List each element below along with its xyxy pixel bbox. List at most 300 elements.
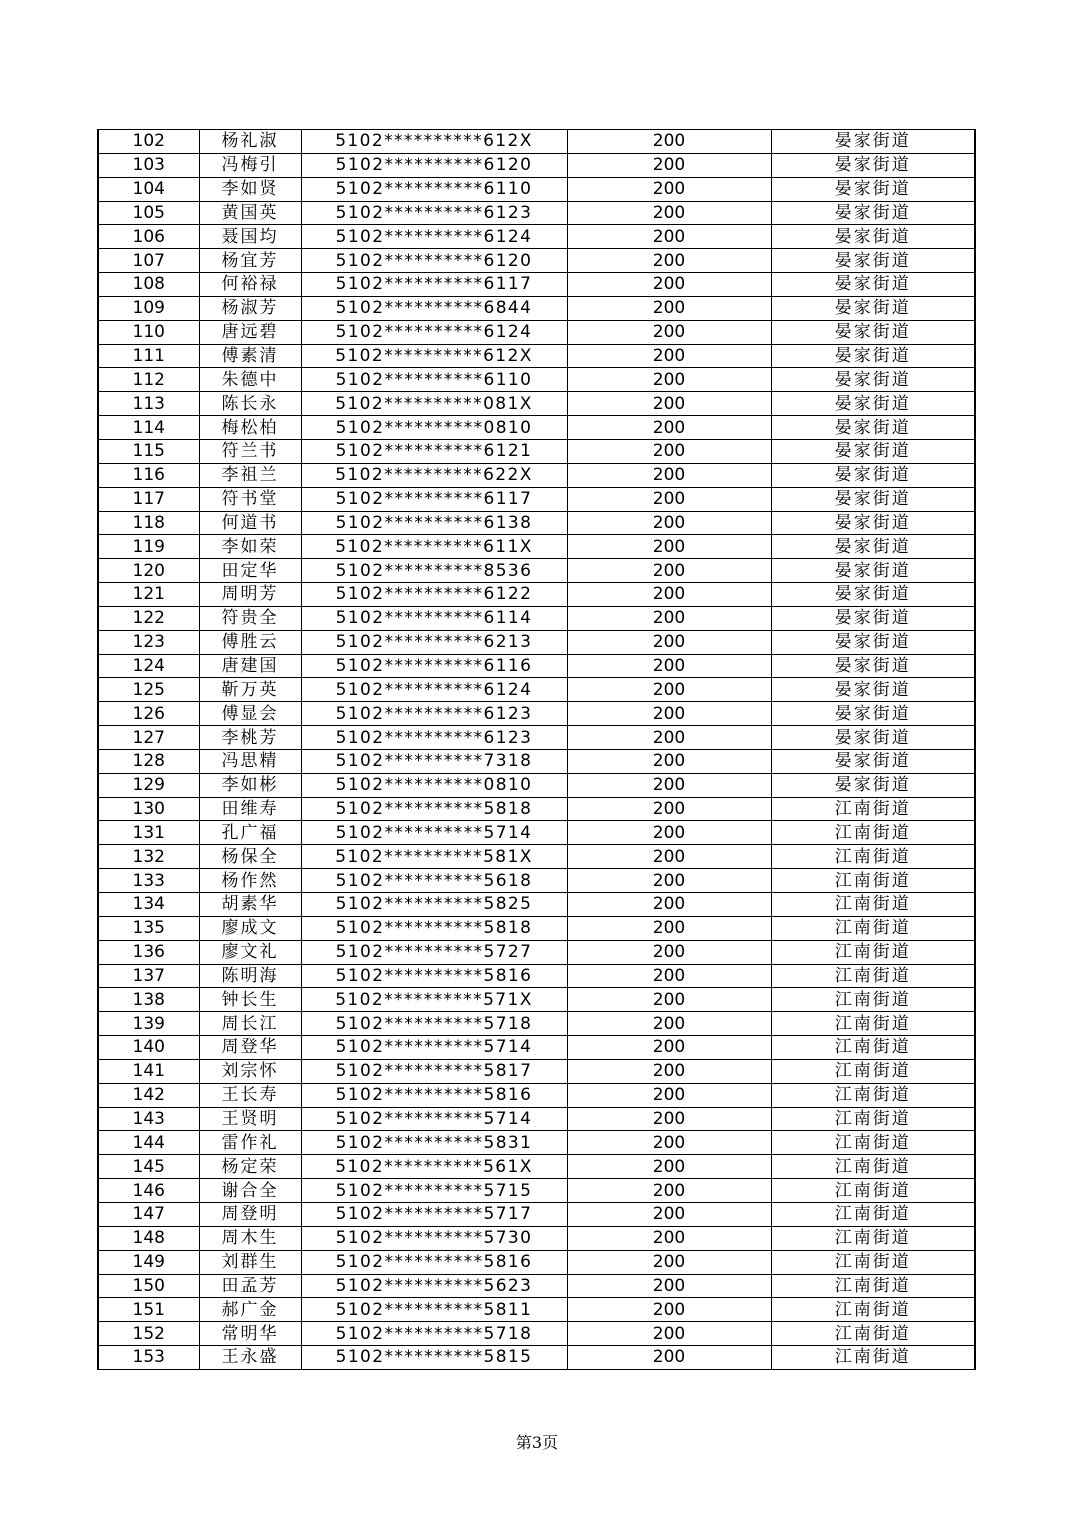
table-body [98,130,975,1370]
table-row [98,249,975,273]
cell-street: 江南街道 [771,1107,975,1131]
cell-name: 杨保全 [199,845,301,869]
table-row [98,1036,975,1060]
cell-amount: 200 [567,1298,771,1322]
cell-number: 129 [98,773,199,797]
cell-amount: 200 [567,320,771,344]
cell-id-number: 5102**********6110 [301,368,567,392]
cell-name: 周木生 [199,1226,301,1250]
cell-id-number: 5102**********6114 [301,606,567,630]
table-row [98,678,975,702]
cell-name: 李如彬 [199,773,301,797]
cell-street: 晏家街道 [771,201,975,225]
cell-name: 常明华 [199,1322,301,1346]
cell-number: 139 [98,1012,199,1036]
cell-number: 151 [98,1298,199,1322]
cell-number: 122 [98,606,199,630]
cell-name: 聂国均 [199,225,301,249]
cell-name: 何裕禄 [199,273,301,297]
cell-id-number: 5102**********0810 [301,773,567,797]
cell-name: 周登华 [199,1036,301,1060]
table-row [98,702,975,726]
cell-name: 郝广金 [199,1298,301,1322]
table-row [98,1346,975,1370]
cell-name: 钟长生 [199,988,301,1012]
cell-number: 109 [98,296,199,320]
cell-street: 江南街道 [771,821,975,845]
cell-id-number: 5102**********622X [301,463,567,487]
cell-name: 王长寿 [199,1083,301,1107]
cell-name: 王贤明 [199,1107,301,1131]
cell-number: 135 [98,916,199,940]
cell-id-number: 5102**********6110 [301,177,567,201]
cell-name: 陈长永 [199,392,301,416]
cell-number: 106 [98,225,199,249]
cell-amount: 200 [567,821,771,845]
cell-street: 江南街道 [771,1036,975,1060]
cell-amount: 200 [567,583,771,607]
cell-name: 符贵全 [199,606,301,630]
cell-id-number: 5102**********5817 [301,1059,567,1083]
cell-street: 江南街道 [771,1179,975,1203]
table-row [98,821,975,845]
cell-name: 傅显会 [199,702,301,726]
table-row [98,439,975,463]
table-row [98,1083,975,1107]
cell-amount: 200 [567,130,771,154]
cell-amount: 200 [567,249,771,273]
cell-amount: 200 [567,869,771,893]
cell-street: 晏家街道 [771,511,975,535]
cell-amount: 200 [567,1322,771,1346]
cell-id-number: 5102**********612X [301,130,567,154]
cell-number: 114 [98,416,199,440]
cell-number: 116 [98,463,199,487]
cell-id-number: 5102**********5714 [301,1036,567,1060]
cell-name: 符书堂 [199,487,301,511]
table-row [98,511,975,535]
table-row [98,487,975,511]
cell-id-number: 5102**********571X [301,988,567,1012]
table-row [98,606,975,630]
cell-id-number: 5102**********5816 [301,1250,567,1274]
cell-id-number: 5102**********5818 [301,916,567,940]
cell-id-number: 5102**********6844 [301,296,567,320]
cell-name: 靳万英 [199,678,301,702]
cell-name: 杨淑芳 [199,296,301,320]
cell-amount: 200 [567,940,771,964]
table-row [98,1179,975,1203]
cell-amount: 200 [567,368,771,392]
cell-amount: 200 [567,1250,771,1274]
cell-amount: 200 [567,773,771,797]
table-row [98,654,975,678]
cell-number: 142 [98,1083,199,1107]
cell-id-number: 5102**********6121 [301,439,567,463]
table-row [98,1226,975,1250]
cell-name: 符兰书 [199,439,301,463]
table-row [98,1202,975,1226]
cell-street: 江南街道 [771,1155,975,1179]
cell-number: 130 [98,797,199,821]
cell-number: 113 [98,392,199,416]
cell-name: 梅松柏 [199,416,301,440]
cell-amount: 200 [567,153,771,177]
table-row [98,749,975,773]
cell-id-number: 5102**********6117 [301,273,567,297]
cell-number: 118 [98,511,199,535]
table-row [98,1322,975,1346]
cell-amount: 200 [567,988,771,1012]
cell-id-number: 5102**********612X [301,344,567,368]
cell-name: 傅胜云 [199,630,301,654]
cell-number: 146 [98,1179,199,1203]
cell-street: 晏家街道 [771,320,975,344]
cell-number: 110 [98,320,199,344]
cell-name: 田定华 [199,559,301,583]
cell-id-number: 5102**********5831 [301,1131,567,1155]
cell-id-number: 5102**********6120 [301,249,567,273]
cell-id-number: 5102**********5816 [301,1083,567,1107]
cell-amount: 200 [567,1226,771,1250]
cell-number: 134 [98,893,199,917]
cell-id-number: 5102**********6138 [301,511,567,535]
cell-number: 138 [98,988,199,1012]
cell-number: 145 [98,1155,199,1179]
cell-street: 晏家街道 [771,392,975,416]
cell-amount: 200 [567,630,771,654]
cell-id-number: 5102**********5718 [301,1012,567,1036]
table-row [98,201,975,225]
cell-name: 周登明 [199,1202,301,1226]
cell-id-number: 5102**********6124 [301,225,567,249]
cell-number: 119 [98,535,199,559]
cell-amount: 200 [567,1012,771,1036]
cell-name: 李如荣 [199,535,301,559]
cell-amount: 200 [567,177,771,201]
cell-street: 江南街道 [771,797,975,821]
cell-name: 杨宜芳 [199,249,301,273]
cell-number: 104 [98,177,199,201]
cell-name: 李桃芳 [199,726,301,750]
cell-name: 李祖兰 [199,463,301,487]
cell-amount: 200 [567,1036,771,1060]
cell-number: 147 [98,1202,199,1226]
cell-street: 江南街道 [771,916,975,940]
cell-id-number: 5102**********6116 [301,654,567,678]
cell-id-number: 5102**********5714 [301,821,567,845]
cell-id-number: 5102**********6122 [301,583,567,607]
table-row [98,130,975,154]
cell-name: 周长江 [199,1012,301,1036]
table-row [98,1131,975,1155]
cell-amount: 200 [567,392,771,416]
cell-name: 谢合全 [199,1179,301,1203]
cell-amount: 200 [567,1083,771,1107]
cell-number: 133 [98,869,199,893]
cell-amount: 200 [567,1346,771,1370]
table-row [98,726,975,750]
cell-number: 120 [98,559,199,583]
cell-number: 123 [98,630,199,654]
cell-name: 刘群生 [199,1250,301,1274]
cell-id-number: 5102**********5714 [301,1107,567,1131]
cell-id-number: 5102**********5718 [301,1322,567,1346]
table-row [98,296,975,320]
cell-id-number: 5102**********6124 [301,320,567,344]
cell-name: 田维寿 [199,797,301,821]
cell-number: 153 [98,1346,199,1370]
cell-id-number: 5102**********5811 [301,1298,567,1322]
cell-id-number: 5102**********7318 [301,749,567,773]
table-row [98,1107,975,1131]
cell-amount: 200 [567,1155,771,1179]
beneficiary-table [97,129,976,1370]
cell-name: 唐建国 [199,654,301,678]
cell-street: 江南街道 [771,940,975,964]
cell-id-number: 5102**********581X [301,845,567,869]
cell-number: 103 [98,153,199,177]
cell-name: 冯梅引 [199,153,301,177]
cell-street: 江南街道 [771,1226,975,1250]
cell-amount: 200 [567,893,771,917]
cell-street: 晏家街道 [771,344,975,368]
table-row [98,344,975,368]
cell-number: 125 [98,678,199,702]
table-row [98,1274,975,1298]
cell-name: 廖成文 [199,916,301,940]
cell-street: 晏家街道 [771,678,975,702]
cell-number: 102 [98,130,199,154]
cell-street: 晏家街道 [771,702,975,726]
table-row [98,535,975,559]
table-row [98,559,975,583]
cell-name: 冯思精 [199,749,301,773]
cell-street: 江南街道 [771,1298,975,1322]
cell-number: 150 [98,1274,199,1298]
cell-amount: 200 [567,1274,771,1298]
cell-street: 江南街道 [771,1250,975,1274]
cell-street: 晏家街道 [771,749,975,773]
cell-street: 晏家街道 [771,773,975,797]
cell-number: 141 [98,1059,199,1083]
cell-name: 唐远碧 [199,320,301,344]
cell-number: 121 [98,583,199,607]
cell-amount: 200 [567,273,771,297]
table-row [98,1059,975,1083]
cell-name: 李如贤 [199,177,301,201]
table-row [98,1012,975,1036]
table-row [98,368,975,392]
table-row [98,1298,975,1322]
cell-street: 晏家街道 [771,583,975,607]
cell-number: 148 [98,1226,199,1250]
cell-number: 132 [98,845,199,869]
cell-street: 晏家街道 [771,130,975,154]
cell-id-number: 5102**********5727 [301,940,567,964]
table-row [98,583,975,607]
cell-name: 何道书 [199,511,301,535]
cell-street: 晏家街道 [771,487,975,511]
cell-street: 晏家街道 [771,225,975,249]
cell-id-number: 5102**********5730 [301,1226,567,1250]
cell-street: 江南街道 [771,964,975,988]
cell-name: 廖文礼 [199,940,301,964]
cell-id-number: 5102**********081X [301,392,567,416]
table-row [98,916,975,940]
cell-id-number: 5102**********6120 [301,153,567,177]
cell-street: 晏家街道 [771,416,975,440]
cell-id-number: 5102**********6123 [301,726,567,750]
cell-id-number: 5102**********611X [301,535,567,559]
cell-name: 傅素清 [199,344,301,368]
cell-number: 124 [98,654,199,678]
cell-amount: 200 [567,606,771,630]
cell-name: 雷作礼 [199,1131,301,1155]
cell-id-number: 5102**********5825 [301,893,567,917]
table-row [98,416,975,440]
cell-street: 晏家街道 [771,559,975,583]
page-number: 第3页 [515,1433,559,1452]
cell-id-number: 5102**********6213 [301,630,567,654]
cell-amount: 200 [567,749,771,773]
cell-id-number: 5102**********0810 [301,416,567,440]
cell-amount: 200 [567,964,771,988]
cell-number: 117 [98,487,199,511]
table-row [98,177,975,201]
cell-name: 黄国英 [199,201,301,225]
cell-name: 田孟芳 [199,1274,301,1298]
table-row [98,1250,975,1274]
table-row [98,1155,975,1179]
cell-street: 江南街道 [771,1059,975,1083]
table-row [98,940,975,964]
cell-street: 江南街道 [771,1322,975,1346]
cell-id-number: 5102**********5623 [301,1274,567,1298]
cell-id-number: 5102**********5816 [301,964,567,988]
table-row [98,893,975,917]
table-row [98,797,975,821]
cell-id-number: 5102**********8536 [301,559,567,583]
cell-street: 江南街道 [771,869,975,893]
cell-name: 王永盛 [199,1346,301,1370]
cell-name: 杨礼淑 [199,130,301,154]
cell-number: 127 [98,726,199,750]
cell-amount: 200 [567,797,771,821]
cell-amount: 200 [567,201,771,225]
cell-name: 陈明海 [199,964,301,988]
table-row [98,773,975,797]
cell-street: 江南街道 [771,1131,975,1155]
cell-name: 杨定荣 [199,1155,301,1179]
cell-street: 江南街道 [771,1346,975,1370]
cell-amount: 200 [567,344,771,368]
cell-amount: 200 [567,439,771,463]
table-row [98,225,975,249]
table-row [98,273,975,297]
cell-amount: 200 [567,916,771,940]
cell-number: 131 [98,821,199,845]
table-row [98,964,975,988]
cell-amount: 200 [567,678,771,702]
cell-name: 胡素华 [199,893,301,917]
table-row [98,320,975,344]
cell-street: 江南街道 [771,1012,975,1036]
cell-amount: 200 [567,702,771,726]
cell-street: 晏家街道 [771,726,975,750]
cell-id-number: 5102**********5818 [301,797,567,821]
cell-amount: 200 [567,511,771,535]
cell-id-number: 5102**********6123 [301,201,567,225]
cell-amount: 200 [567,535,771,559]
cell-amount: 200 [567,654,771,678]
cell-street: 晏家街道 [771,463,975,487]
cell-number: 149 [98,1250,199,1274]
cell-name: 孔广福 [199,821,301,845]
cell-street: 江南街道 [771,845,975,869]
cell-street: 晏家街道 [771,273,975,297]
cell-street: 晏家街道 [771,153,975,177]
cell-street: 晏家街道 [771,368,975,392]
cell-number: 136 [98,940,199,964]
cell-amount: 200 [567,463,771,487]
cell-street: 晏家街道 [771,296,975,320]
cell-number: 126 [98,702,199,726]
cell-street: 江南街道 [771,1202,975,1226]
cell-street: 江南街道 [771,1274,975,1298]
cell-amount: 200 [567,1131,771,1155]
cell-amount: 200 [567,487,771,511]
cell-name: 杨作然 [199,869,301,893]
table-row [98,845,975,869]
cell-street: 晏家街道 [771,606,975,630]
cell-number: 144 [98,1131,199,1155]
cell-number: 143 [98,1107,199,1131]
cell-number: 140 [98,1036,199,1060]
cell-id-number: 5102**********5618 [301,869,567,893]
table-row [98,988,975,1012]
cell-amount: 200 [567,845,771,869]
cell-amount: 200 [567,1179,771,1203]
cell-number: 108 [98,273,199,297]
cell-amount: 200 [567,416,771,440]
cell-street: 晏家街道 [771,630,975,654]
cell-amount: 200 [567,1059,771,1083]
cell-amount: 200 [567,225,771,249]
cell-amount: 200 [567,726,771,750]
cell-number: 128 [98,749,199,773]
table-row [98,153,975,177]
cell-amount: 200 [567,559,771,583]
cell-name: 刘宗怀 [199,1059,301,1083]
cell-id-number: 5102**********561X [301,1155,567,1179]
cell-id-number: 5102**********6123 [301,702,567,726]
cell-street: 晏家街道 [771,177,975,201]
cell-street: 江南街道 [771,1083,975,1107]
cell-id-number: 5102**********6117 [301,487,567,511]
cell-id-number: 5102**********6124 [301,678,567,702]
cell-id-number: 5102**********5717 [301,1202,567,1226]
table-row [98,463,975,487]
table-row [98,869,975,893]
table-row [98,392,975,416]
cell-name: 周明芳 [199,583,301,607]
cell-street: 江南街道 [771,893,975,917]
cell-street: 晏家街道 [771,439,975,463]
cell-amount: 200 [567,296,771,320]
cell-number: 105 [98,201,199,225]
cell-number: 152 [98,1322,199,1346]
